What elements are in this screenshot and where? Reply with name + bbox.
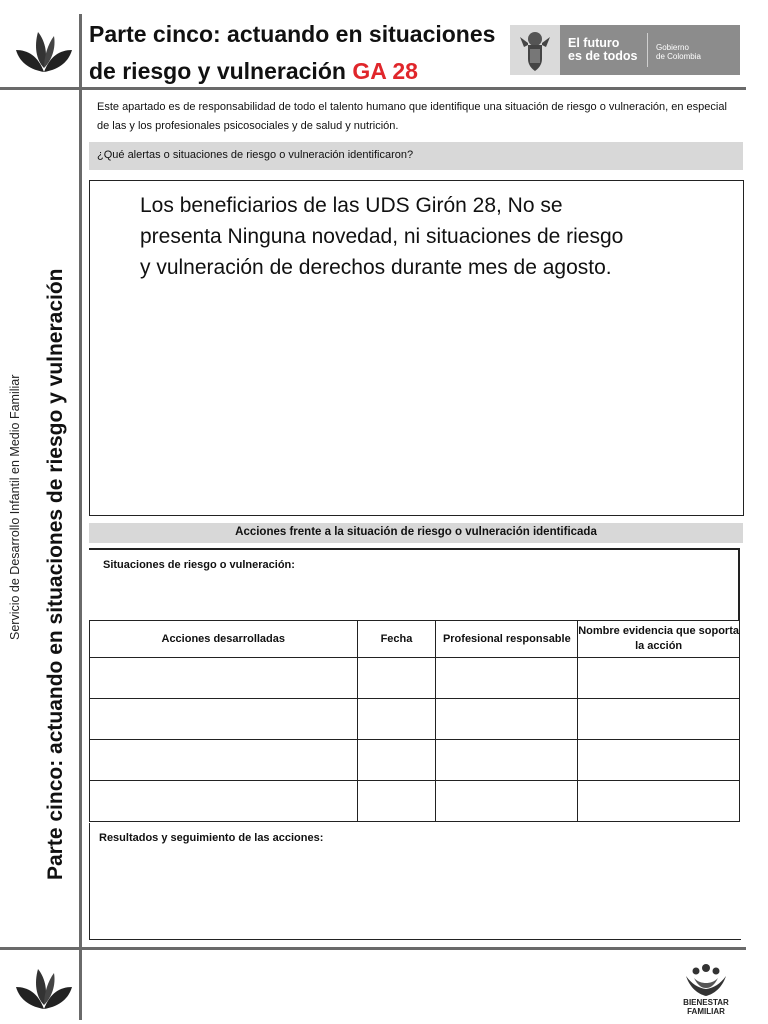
table-cell[interactable] xyxy=(90,740,358,781)
table-cell[interactable] xyxy=(90,658,358,699)
bienestar-label xyxy=(676,998,736,1016)
question-label: ¿Qué alertas o situaciones de riesgo o vulneración identificaron? xyxy=(97,149,414,161)
bienestar-familiar-logo xyxy=(676,962,736,1022)
table-cell[interactable] xyxy=(357,781,436,822)
table-cell[interactable] xyxy=(578,781,740,822)
table-cell[interactable] xyxy=(436,658,578,699)
table-cell[interactable] xyxy=(578,740,740,781)
sidebar-service-text: Servicio de Desarrollo Infantil en Medio Familiar xyxy=(8,374,22,640)
table-row xyxy=(90,699,740,740)
table-header-row xyxy=(90,621,740,658)
title-code: GA 28 xyxy=(352,58,418,84)
title-line-2 xyxy=(89,53,519,90)
title-line-1: Parte cinco: actuando en situaciones xyxy=(89,21,496,47)
bienestar-line-2: FAMILIAR xyxy=(687,1007,725,1016)
situations-box[interactable] xyxy=(89,548,740,620)
results-box[interactable] xyxy=(89,823,741,940)
actions-header: Acciones frente a la situación de riesgo o vulneración identificada xyxy=(235,526,597,538)
gov-divider xyxy=(647,33,648,67)
table-cell[interactable] xyxy=(357,740,436,781)
table-cell[interactable] xyxy=(436,740,578,781)
slogan-line-1: El futuro xyxy=(568,36,620,50)
table-row xyxy=(90,658,740,699)
actions-header-bar xyxy=(89,523,743,543)
plant-leaves-icon xyxy=(14,20,74,80)
question-bar xyxy=(89,142,743,170)
gov-name xyxy=(656,43,701,61)
sidebar-section-title: Parte cinco: actuando en situaciones de riesgo y vulneración xyxy=(44,268,67,880)
actions-table xyxy=(89,620,740,822)
seal-box xyxy=(510,25,560,75)
gov-name-line-2: de Colombia xyxy=(656,52,701,61)
plant-leaves-icon xyxy=(14,957,74,1017)
bienestar-familiar-icon xyxy=(676,962,736,998)
intro-paragraph: Este apartado es de responsabilidad de todo el talento humano que identifique una situación de riesgo o vulneración, en especial de las y los profesionales psicosociales y de salud y nutrición. xyxy=(97,101,727,132)
title-line-2-text: de riesgo y vulneración xyxy=(89,58,346,84)
answer-text: Los beneficiarios de las UDS Girón 28, No se presenta Ninguna novedad, ni situaciones de riesgo y vulneración de derechos durante mes de agosto. xyxy=(140,194,624,279)
gov-slogan xyxy=(568,37,637,63)
column-header: Profesional responsable xyxy=(436,621,578,658)
bienestar-line-1: BIENESTAR xyxy=(683,998,729,1007)
page-title xyxy=(89,16,519,90)
government-logo xyxy=(510,25,740,75)
table-cell[interactable] xyxy=(578,699,740,740)
table-cell[interactable] xyxy=(436,699,578,740)
table-row xyxy=(90,781,740,822)
column-header: Acciones desarrolladas xyxy=(90,621,358,658)
table-cell[interactable] xyxy=(90,781,358,822)
table-cell[interactable] xyxy=(436,781,578,822)
slogan-line-2: es de todos xyxy=(568,49,638,63)
table-cell[interactable] xyxy=(357,699,436,740)
table-row xyxy=(90,740,740,781)
frame-vertical-line xyxy=(79,14,82,1020)
table-cell[interactable] xyxy=(578,658,740,699)
colombia-seal-icon xyxy=(510,25,560,75)
table-cell[interactable] xyxy=(357,658,436,699)
results-label: Resultados y seguimiento de las acciones: xyxy=(99,832,324,844)
gov-name-line-1: Gobierno xyxy=(656,43,689,52)
column-header: Fecha xyxy=(357,621,436,658)
column-header: Nombre evidencia que soporta la acción xyxy=(578,621,740,658)
answer-box[interactable] xyxy=(89,180,744,516)
situations-label: Situaciones de riesgo o vulneración: xyxy=(103,559,295,571)
table-cell[interactable] xyxy=(90,699,358,740)
frame-bottom-line xyxy=(0,947,746,950)
